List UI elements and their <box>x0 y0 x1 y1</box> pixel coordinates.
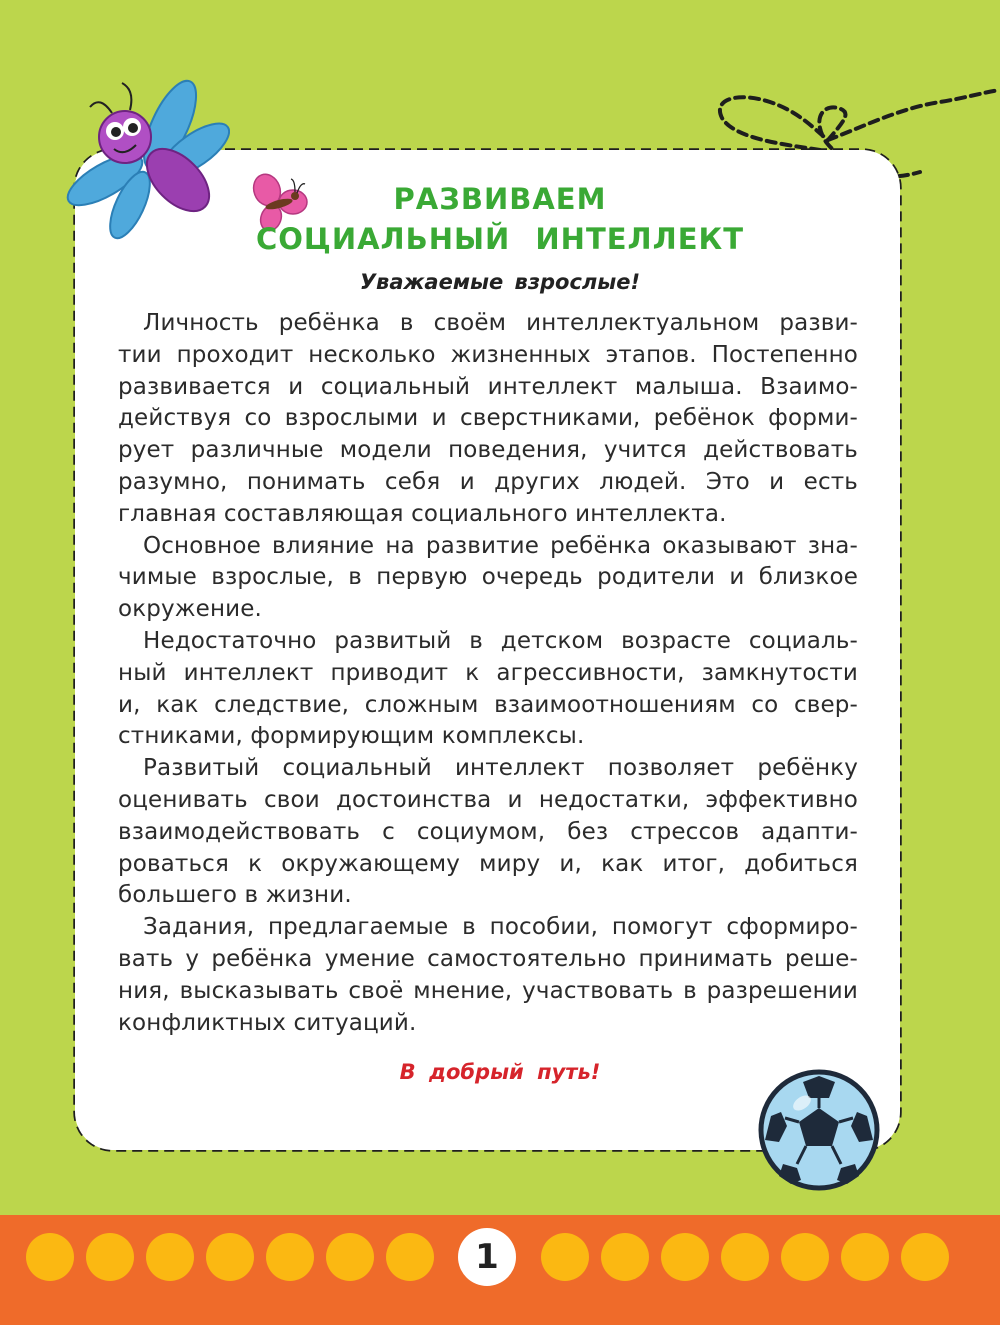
body-text <box>118 308 858 1039</box>
paragraph <box>118 308 858 531</box>
text-line: конфликтных ситуаций. <box>118 1009 417 1036</box>
text-line: вать у ребёнка умение самостоятельно принимать реше- <box>118 945 858 972</box>
text-line: Задания, предлагаемые в пособии, помогут сформиро- <box>143 914 858 941</box>
text-line: Личность ребёнка в своём интеллектуальном разви- <box>143 310 858 336</box>
paragraph <box>118 531 858 626</box>
text-line: взаимодействовать с социумом, без стрессов адапти- <box>118 818 858 845</box>
text-line: рует различные модели поведения, учится действовать <box>118 437 858 464</box>
text-line: развивается и социальный интеллект малыша. Взаимо- <box>118 373 858 400</box>
text-line: оценивать свои достоинства и недостатки, эффективно <box>118 786 858 813</box>
text-line: ный интеллект приводит к агрессивности, замкнутости <box>118 659 858 686</box>
text-line: тии проходит несколько жизненных этапов. Постепенно <box>118 341 858 368</box>
page-number: 1 <box>458 1228 516 1286</box>
text-line: ния, высказывать своё мнение, участвовать в разрешении <box>118 977 858 1004</box>
text-line: роваться к окружающему миру и, как итог, добиться <box>118 850 858 877</box>
text-line: Развитый социальный интеллект позволяет ребёнку <box>143 755 858 782</box>
paragraph <box>118 626 858 753</box>
text-line: Недостаточно развитый в детском возрасте социаль- <box>143 627 858 654</box>
paragraph <box>118 912 858 1039</box>
text-line: разумно, понимать себя и других людей. Это и есть <box>118 468 858 495</box>
text-line: и, как следствие, сложным взаимоотношениям со свер- <box>118 691 858 718</box>
text-line: чимые взрослые, в первую очередь родители и близкое <box>118 564 858 591</box>
greeting: Уважаемые взрослые! <box>359 270 641 294</box>
paragraph <box>118 753 858 912</box>
page-title-line-1: РАЗВИВАЕМ <box>393 182 607 216</box>
text-line: главная составляющая социального интеллекта. <box>118 500 727 527</box>
closing-wish: В добрый путь! <box>399 1060 601 1084</box>
soccer-ball-icon <box>757 1068 881 1192</box>
text-line: окружение. <box>118 596 262 623</box>
text-line: большего в жизни. <box>118 882 352 909</box>
text-line: Основное влияние на развитие ребёнка оказывают зна- <box>143 532 858 559</box>
dragonfly-icon <box>50 65 230 245</box>
page-title-line-2: СОЦИАЛЬНЫЙ ИНТЕЛЛЕКТ <box>255 222 745 256</box>
text-line: действуя со взрослыми и сверстниками, ребёнок форми- <box>118 405 858 432</box>
text-line: стниками, формирующим комплексы. <box>118 723 585 750</box>
